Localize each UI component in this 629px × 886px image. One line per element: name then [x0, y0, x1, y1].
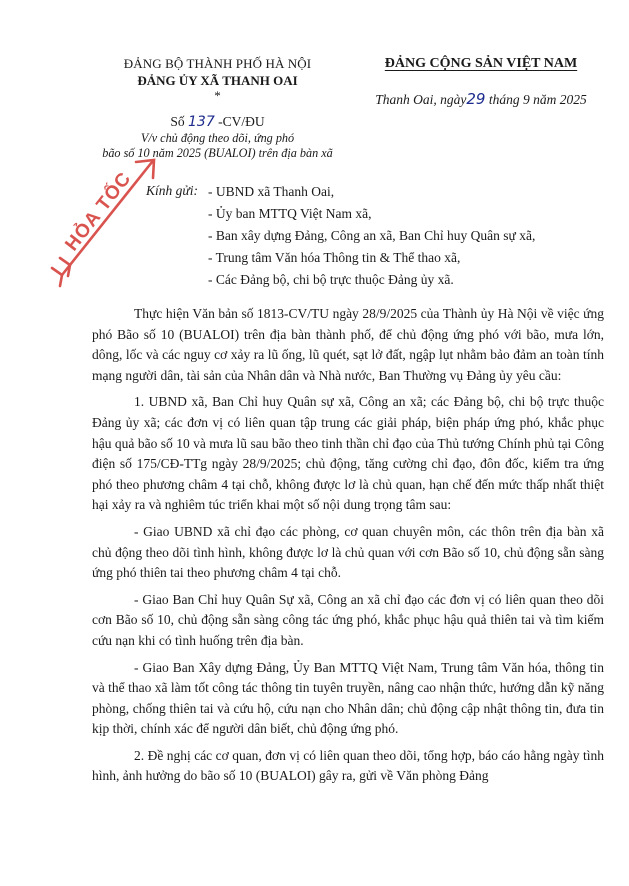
recipients-label: Kính gửi: — [146, 183, 198, 198]
document-number-suffix: -CV/ĐU — [218, 114, 265, 129]
issuing-organization: ĐẢNG ỦY XÃ THANH OAI — [137, 73, 298, 88]
bullet-paragraph-2: - Giao Ban Chỉ huy Quân Sự xã, Công an xã chỉ đạo các đơn vị có liên quan theo dõi cơn Bão số 10, chủ động sẵn sàng công tác ứng phó, khắc phục hậu quả thiên tai và tìm kiếm cứu nạn khi có tình huống trên địa bàn. — [92, 591, 604, 648]
intro-paragraph: Thực hiện Văn bản số 1813-CV/TU ngày 28/9/2025 của Thành ủy Hà Nội về việc ứng phó Bão số 10 (BUALOI) trên địa bàn thành phố, để chủ động ứng phó với bão, mưa lớn, dông, lốc và các nguy cơ xảy ra lũ ống, lũ quét, sạt lở đất, ngập lụt nhằm bảo đảm an toàn tính mạng người dân, tài sản của Nhân dân và Nhà nước, Ban Thường vụ Đảng ủy yêu cầu: — [92, 306, 604, 383]
recipient-item: - Các Đảng bộ, chi bộ trực thuộc Đảng ủy xã. — [208, 272, 454, 287]
date-prefix: Thanh Oai, ngày — [375, 92, 467, 107]
bullet-paragraph-3: - Giao Ban Xây dựng Đảng, Ủy Ban MTTQ Việt Nam, Trung tâm Văn hóa, thông tin và thể thao xã làm tốt công tác thông tin tuyên truyền, nâng cao nhận thức, hướng dẫn kỹ năng phòng, chống thiên tai và cứu hộ, cứu nạn cho Nhân dân; chủ động cập nhật thông tin, đưa tin kịp thời, chính xác để người dân biết, chủ động ứng phó. — [92, 659, 604, 737]
document-number-prefix: Số — [170, 114, 185, 129]
bullet-paragraph-1: - Giao UBND xã chỉ đạo các phòng, cơ quan chuyên môn, các thôn trên địa bàn xã chủ động theo dõi tình hình, không được lơ là chủ quan với cơn Bão số 10, chủ động sẵn sàng ứng phó thiên tai theo phương châm 4 tại chỗ. — [92, 523, 604, 581]
star-mark: * — [214, 88, 221, 103]
date-suffix: tháng 9 năm 2025 — [488, 92, 587, 107]
subject-line-1: V/v chủ động theo dõi, ứng phó — [140, 131, 295, 145]
issue-date — [350, 91, 612, 108]
document-number-handwritten: 137 — [188, 114, 215, 130]
parent-organization: ĐẢNG BỘ THÀNH PHỐ HÀ NỘI — [123, 56, 312, 71]
recipient-item: - UBND xã Thanh Oai, — [208, 184, 335, 199]
subject-line-2: bão số 10 năm 2025 (BUALOI) trên địa bàn xã — [102, 146, 333, 160]
recipient-item: - Trung tâm Văn hóa Thông tin & Thể thao xã, — [208, 250, 461, 265]
recipient-item: - Ban xây dựng Đảng, Công an xã, Ban Chỉ huy Quân sự xã, — [208, 228, 536, 243]
item-1-paragraph: 1. UBND xã, Ban Chỉ huy Quân sự xã, Công an xã; các Đảng bộ, chi bộ trực thuộc Đảng ủy xã; các đơn vị có liên quan tập trung các giải pháp, biện pháp ứng phó, khắc phục hậu quả bão số 10 và mưa lũ sau bão theo tinh thần chỉ đạo của Thủ tướng Chính phủ tại Công điện số 175/CĐ-TTg ngày 28/9/2025; chủ động, tăng cường chỉ đạo, đôn đốc, kiểm tra ứng phó theo phương châm 4 tại chỗ, không được lơ là chủ quan, hạn chế đến mức thấp nhất thiệt hại xảy ra và nghiêm túc triển khai một số nội dung trọng tâm sau: — [92, 394, 604, 513]
document-number — [100, 113, 335, 131]
party-header — [350, 55, 612, 108]
document-body — [92, 304, 604, 787]
party-name: ĐẢNG CỘNG SẢN VIỆT NAM — [384, 56, 578, 71]
urgent-stamp — [40, 140, 190, 300]
recipient-item: - Ủy ban MTTQ Việt Nam xã, — [208, 206, 372, 221]
stamp-text: HỎA TỐC — [61, 168, 136, 256]
item-2-paragraph: 2. Đề nghị các cơ quan, đơn vị có liên quan theo dõi, tổng hợp, báo cáo hằng ngày tình hình, ảnh hưởng do bão số 10 (BUALOI) gây ra, gửi về Văn phòng Đảng — [92, 747, 604, 784]
date-day-handwritten: 29 — [466, 90, 486, 108]
